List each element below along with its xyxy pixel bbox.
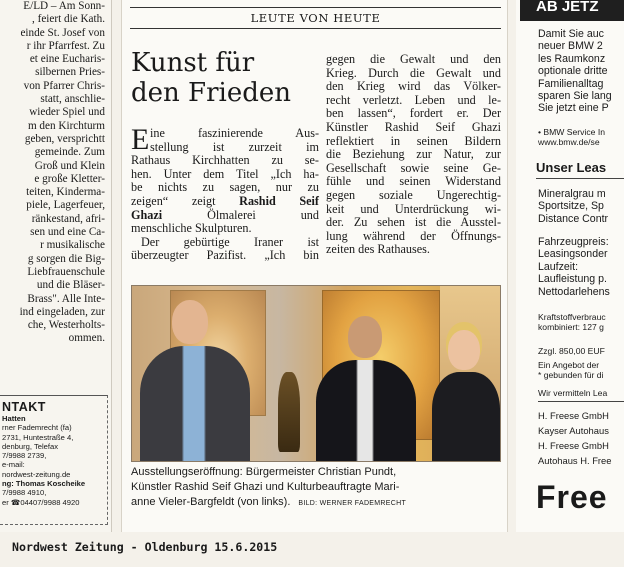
person-cultural-officer	[432, 330, 500, 462]
left-article-text	[0, 0, 111, 346]
left-text-line: von Pfarrer Chris-	[23, 79, 105, 92]
body-line: Krieg. Durch die Gewalt und	[326, 65, 501, 80]
advert-text-line: Familienalltag	[538, 77, 604, 90]
left-text-line: statt, anschlie-	[40, 93, 105, 106]
advert-zzgl-block	[538, 346, 624, 356]
headline-line-2: den Frieden	[131, 78, 291, 108]
caption-fragment: anne Vieler-Bargfeldt (von links).	[131, 496, 291, 508]
left-text-line: Brass". Alle Inte-	[27, 292, 105, 305]
body-fragment: Ölmalerei und	[162, 207, 319, 222]
kontakt-line: Hatten	[2, 414, 26, 423]
body-line: Der gebürtige Iraner ist	[141, 234, 319, 249]
advert-price-row: Laufleistung p.	[538, 273, 607, 286]
drop-cap: E	[131, 123, 150, 156]
kontakt-line: ng: Thomas Koscheike	[2, 479, 86, 489]
article-headline	[131, 48, 331, 108]
body-line: Rathaus Kirchhatten zu se-	[131, 153, 319, 168]
article-column-2	[326, 53, 501, 257]
body-line: den Krieg wird das Völker-	[326, 79, 501, 94]
kontakt-line: 2731, Huntestraße 4,	[2, 432, 74, 442]
exhibition-photo	[131, 285, 501, 462]
left-text-line: einde St. Josef von	[20, 26, 105, 39]
body-line: Künstler Rashid Seif Ghazi	[326, 119, 501, 134]
advert-text-line: optionale dritte	[538, 65, 608, 78]
body-line: die Beziehung zur Natur, zur	[326, 147, 501, 162]
advert-dealer-line: Autohaus H. Free	[538, 455, 612, 466]
left-text-line: piele, Lagerfeuer,	[26, 199, 105, 212]
advert-text-line: Damit Sie auc	[538, 28, 604, 40]
body-line: recht verletzt. Leben und le-	[326, 92, 501, 107]
body-line: fühle und seinen Widerstand	[326, 174, 501, 189]
left-text-line: Groß und Klein	[34, 159, 105, 172]
lead-paragraph	[131, 123, 319, 156]
advert-vermitteln-block	[538, 388, 624, 405]
body-line: Gesellschaft sowie seine Ge-	[326, 160, 501, 175]
kontakt-title: NTAKT	[2, 400, 46, 414]
advert-brand: Free	[536, 479, 608, 515]
photo-credit: BILD: WERNER FADEMRECHT	[298, 500, 407, 507]
advert-dealers	[538, 408, 624, 468]
body-line: stellung ist zurzeit im	[150, 139, 319, 154]
advert-price-row: Laufzeit:	[538, 260, 579, 273]
divider	[536, 178, 624, 179]
body-line: keit und Unterdrückung wi-	[326, 201, 501, 216]
left-text-line: ind eingeladen, zur	[19, 305, 105, 318]
divider	[538, 401, 624, 402]
advert-dealer-line: H. Freese GmbH	[538, 440, 609, 451]
right-advert-column	[516, 0, 624, 532]
person-artist	[316, 316, 416, 462]
body-line: be nichts zu sagen, nur zu	[131, 180, 319, 195]
left-text-line: teiten, Kinderma-	[26, 186, 105, 199]
left-text-line: r ihr Pfarrfest. Zu	[26, 39, 105, 52]
advert-dealer-line: H. Freese GmbH	[538, 410, 609, 421]
advert-text-line: kombiniert: 127 g	[538, 322, 604, 332]
advert-text-line: * gebunden für di	[538, 370, 604, 380]
advert-text-line: Mineralgrau m	[538, 188, 606, 200]
article-column-1	[131, 123, 319, 263]
body-line: der. Zu sehen ist die Ausstel-	[326, 215, 501, 230]
caption-line: Künstler Rashid Seif Ghazi und Kulturbeauftragte Mari-	[131, 481, 400, 493]
advert-price-row: Fahrzeugpreis:	[538, 236, 609, 248]
body-line: überzeugter Pazifist. „Ich bin	[131, 248, 319, 263]
advert-zzgl: Zzgl. 850,00 EUF	[538, 346, 605, 356]
source-footer: Nordwest Zeitung - Oldenburg 15.6.2015	[12, 540, 278, 554]
advert-price-table	[538, 236, 624, 298]
left-text-line: silbernen Pries-	[35, 66, 105, 79]
left-text-line: , feiert die Kath.	[32, 13, 105, 26]
advert-text-line: Distance Contr	[538, 212, 609, 225]
kontakt-line: er ☎04407/9988 4920	[2, 497, 80, 507]
body-line: gegen die Gewalt und den	[326, 52, 501, 66]
kontakt-line: denburg, Telefax	[2, 441, 59, 451]
body-line: menschliche Skulpturen.	[131, 221, 252, 236]
left-text-line: e große Kletter-	[34, 172, 105, 185]
advert-text-line: Sie jetzt eine P	[538, 102, 609, 115]
advert-text-line: Sportsitze, Sp	[538, 200, 604, 213]
kontakt-box	[0, 395, 108, 525]
advert-text-line: neuer BMW 2	[538, 40, 603, 53]
left-text-line: gemeinde. Zum	[34, 146, 105, 159]
left-article-column	[0, 0, 112, 532]
advert-text-line: Ein Angebot der	[538, 360, 600, 370]
left-text-line: sen und eine Ca-	[30, 226, 105, 239]
advert-text-line: sparen Sie lang	[538, 90, 612, 103]
advert-text-line: les Raumkonz	[538, 52, 606, 65]
left-text-line: et eine Eucharis-	[29, 53, 105, 66]
left-text-line: geben, versprichtt	[24, 132, 105, 145]
body-line	[131, 195, 319, 209]
advert-angebot	[538, 360, 624, 380]
kontakt-line: 7/9988 4910,	[2, 488, 47, 498]
advert-heading: Unser Leas	[536, 160, 607, 175]
body-line: reflektiert in seinen Bildern	[326, 133, 501, 148]
left-text-line: g sorgen die Big-	[27, 252, 105, 265]
section-rubric: LEUTE VON HEUTE	[130, 7, 501, 29]
kontakt-line: e-mail:	[2, 460, 25, 470]
caption-line: Ausstellungseröffnung: Bürgermeister Christian Pundt,	[131, 466, 397, 478]
left-text-line: r musikalische	[40, 239, 105, 252]
body-line: hen. Unter dem Titel „Ich ha-	[131, 166, 319, 181]
body-line: zeiten des Rathauses.	[326, 242, 430, 257]
kontakt-line: rner Fademrecht (fa)	[2, 423, 72, 433]
advert-fine-print	[538, 312, 624, 332]
main-article	[121, 0, 508, 532]
left-text-line: wieder Spiel und	[29, 106, 105, 119]
advert-text-line: • BMW Service In	[538, 127, 605, 137]
photo-caption	[131, 465, 501, 511]
kontakt-line: 7/9988 2739,	[2, 451, 47, 461]
advert-vermitteln: Wir vermitteln Lea	[538, 388, 608, 398]
advert-price-row: Nettodarlehens	[538, 285, 610, 298]
advert-dealer-line: Kayser Autohaus	[538, 425, 609, 436]
left-text-line: und die Bläser-	[36, 279, 105, 292]
left-text-line: ommen.	[68, 332, 105, 345]
person-mayor	[140, 300, 250, 462]
body-line: ine faszinierende Aus-	[150, 126, 319, 140]
artist-name-bold: Rashid Seif	[239, 193, 319, 208]
left-text-line: ränkestand, afri-	[31, 212, 105, 225]
advert-service	[538, 127, 624, 147]
artist-surname-bold: Ghazi	[131, 207, 163, 222]
body-line: ben lassen“, fordert er. Der	[326, 106, 501, 121]
caption-line	[131, 495, 501, 511]
body-line: lung während der Öffnungs-	[326, 228, 501, 243]
body-line: gegen soziale Ungerechtig-	[326, 187, 501, 202]
advert-price-row: Leasingsonder	[538, 248, 608, 261]
advert-intro	[538, 28, 624, 115]
advert-banner: AB JETZ	[520, 0, 624, 21]
advert-text-line: www.bmw.de/se	[538, 137, 600, 147]
headline-line-1: Kunst für	[131, 48, 255, 78]
advert-heading-block	[536, 160, 624, 182]
kontakt-lines	[2, 414, 103, 507]
left-text-line: Liebfrauenschule	[27, 265, 105, 278]
kontakt-line: nordwest-zeitung.de	[2, 469, 71, 479]
bronze-sculpture	[278, 372, 300, 452]
body-line	[131, 209, 319, 223]
body-fragment: zeigen“ zeigt	[131, 193, 240, 208]
advert-spec	[538, 188, 624, 225]
left-text-line: E/LD – Am Sonn-	[23, 0, 105, 12]
left-text-line: m den Kirchturm	[27, 119, 105, 132]
left-text-line: che, Westerholts-	[27, 319, 105, 332]
advert-text-line: Kraftstoffverbrauc	[538, 312, 606, 322]
